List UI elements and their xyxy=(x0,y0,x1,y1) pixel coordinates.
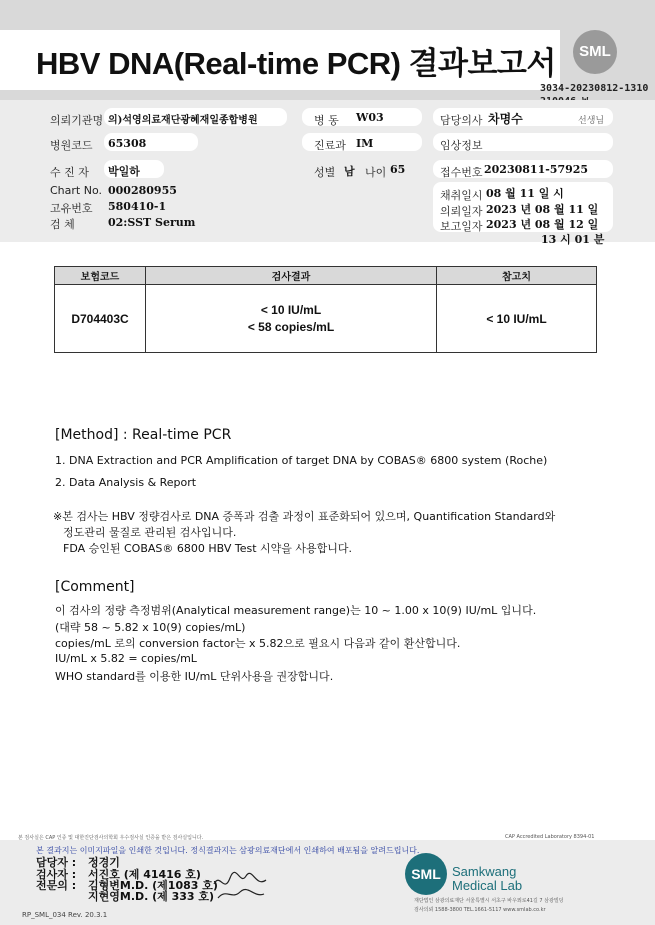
collect-label: 채취일시 xyxy=(440,189,483,202)
report-time-value: 13 시 01 분 xyxy=(541,233,605,246)
dept-label: 진료과 xyxy=(314,139,346,152)
ward-value: W03 xyxy=(356,111,384,124)
sex-label: 성별 xyxy=(314,166,336,179)
chart-value: 000280955 xyxy=(108,184,177,197)
specialist-value-1: 김형변M.D. (제1083 호) xyxy=(88,879,218,892)
samkwang-logo: SML xyxy=(405,853,447,895)
manager-value: 정경기 xyxy=(88,856,120,869)
doctor-value: 차명수 xyxy=(488,112,523,126)
hospital-code-label: 병원코드 xyxy=(50,139,93,152)
receipt-label: 접수번호 xyxy=(440,166,483,179)
sml-logo: SML xyxy=(573,30,617,74)
report-label: 보고일자 xyxy=(440,220,483,233)
institution-value: 의)석영의료재단광혜재일종합병원 xyxy=(108,115,258,126)
print-notice: 본 결과지는 이미지파일을 인쇄한 것입니다. 정식결과지는 삼광의료재단에서 인쇄하여 배포됨을 알려드립니다. xyxy=(36,846,420,855)
specimen-value: 02:SST Serum xyxy=(108,216,196,229)
patient-info-band xyxy=(0,100,655,246)
examiner-label: 검사자 : xyxy=(36,868,77,881)
header-test-result: 검사결과 xyxy=(146,267,437,285)
patient-value: 박일하 xyxy=(108,165,140,178)
specimen-label: 검 체 xyxy=(50,218,75,231)
lab-name-line-2: Medical Lab xyxy=(452,878,523,893)
unique-value: 580410-1 xyxy=(108,200,167,213)
doctor-label: 담당의사 xyxy=(440,114,483,127)
result-cell xyxy=(146,285,437,353)
comment-line-1: 이 검사의 정량 측정범위(Analytical measurement range)는 10 ~ 1.00 x 10(9) IU/mL 입니다. xyxy=(55,604,537,617)
result-table xyxy=(54,266,597,353)
unique-label: 고유번호 xyxy=(50,202,93,215)
clinical-label: 임상정보 xyxy=(440,139,483,152)
institution-label: 의뢰기관명 xyxy=(50,114,104,127)
lab-contact: 검사의뢰 1588-3800 TEL.1661-5117 www.smlab.co.kr xyxy=(414,907,546,913)
patient-label: 수 진 자 xyxy=(50,166,89,179)
chart-label: Chart No. xyxy=(50,184,102,197)
specialist-value-2: 지현영M.D. (제 333 호) xyxy=(88,890,215,903)
header-reference: 참고치 xyxy=(437,267,597,285)
age-label: 나이 xyxy=(365,166,387,179)
report-title: HBV DNA(Real-time PCR) 결과보고서 xyxy=(36,46,556,81)
comment-line-4: IU/mL x 5.82 = copies/mL xyxy=(55,652,197,665)
method-line-2: 2. Data Analysis & Report xyxy=(55,476,197,489)
comment-line-5: WHO standard를 이용한 IU/mL 단위사용을 권장합니다. xyxy=(55,670,334,683)
examiner-value: 서진호 (제 41416 호) xyxy=(88,868,201,881)
document-number: 3034-20230812-1310 xyxy=(540,83,649,94)
request-label: 의뢰일자 xyxy=(440,205,483,218)
specialist-label: 전문의 : xyxy=(36,879,77,892)
doctor-suffix: 선생님 xyxy=(578,116,605,126)
method-note-1: ※본 검사는 HBV 정량검사로 DNA 증폭과 검출 과정이 표준화되어 있으며, Quantification Standard와 xyxy=(53,510,556,523)
request-value: 2023 년 08 월 11 일 xyxy=(486,203,599,216)
header-insurance-code: 보험코드 xyxy=(55,267,146,285)
cap-accreditation: CAP Accredited Laboratory 8394-01 xyxy=(505,834,595,840)
report-value: 2023 년 08 월 12 일 xyxy=(486,218,599,231)
form-number: RP_SML_034 Rev. 20.3.1 xyxy=(22,911,108,919)
table-row xyxy=(55,285,597,353)
signature-image xyxy=(210,864,270,902)
dept-value: IM xyxy=(356,137,374,150)
age-value: 65 xyxy=(390,163,406,176)
method-heading: [Method] : Real-time PCR xyxy=(55,427,232,443)
reference-cell: < 10 IU/mL xyxy=(437,285,597,353)
comment-line-2: (대략 58 ~ 5.82 x 10(9) copies/mL) xyxy=(55,621,246,634)
comment-line-3: copies/mL 로의 conversion factor는 x 5.82으로 필요시 다음과 같이 환산합니다. xyxy=(55,637,461,650)
lab-name-line-1: Samkwang xyxy=(452,864,517,879)
ward-label: 병 동 xyxy=(314,114,339,127)
sex-value: 남 xyxy=(344,165,355,178)
result-copies: < 58 copies/mL xyxy=(247,320,335,334)
accreditation-text: 본 검사실은 CAP 인증 및 대한진단검사의학회 우수검사실 인증을 받은 검사실입니다. xyxy=(18,835,204,841)
insurance-code-cell: D704403C xyxy=(55,285,146,353)
method-note-3: FDA 승인된 COBAS® 6800 HBV Test 시약을 사용합니다. xyxy=(63,542,353,555)
lab-address: 재단법인 삼광의료재단 서울특별시 서초구 바우뫼로41길 7 삼광빌딩 xyxy=(414,898,564,904)
result-iu: < 10 IU/mL xyxy=(260,303,322,317)
method-line-1: 1. DNA Extraction and PCR Amplification of target DNA by COBAS® 6800 system (Roche) xyxy=(55,454,548,467)
method-note-2: 정도관리 물질로 관리된 검사입니다. xyxy=(63,526,237,539)
hospital-code-value: 65308 xyxy=(108,137,147,150)
manager-label: 담당자 : xyxy=(36,856,77,869)
receipt-value: 20230811-57925 xyxy=(484,163,589,176)
collect-value: 08 월 11 일 시 xyxy=(486,187,564,200)
comment-heading: [Comment] xyxy=(55,579,135,595)
